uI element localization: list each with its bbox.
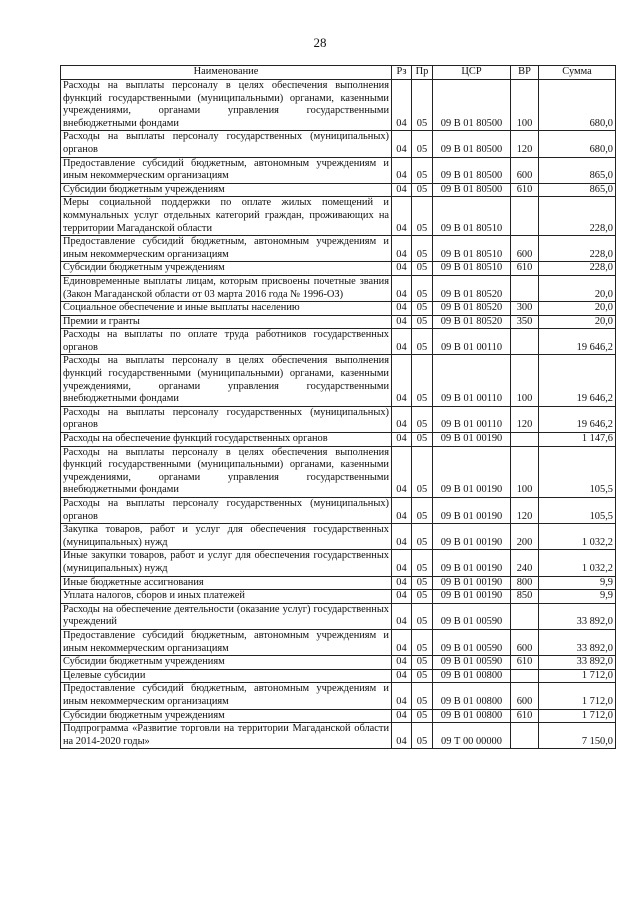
- cell-pr: 05: [412, 709, 433, 723]
- cell-rz: 04: [392, 550, 412, 576]
- header-csr: ЦСР: [433, 66, 511, 80]
- cell-name: Меры социальной поддержки по оплате жилых помещений и коммунальных услуг отдельных категорий граждан, проживающих на территории Магаданской области: [61, 197, 392, 236]
- cell-vr: [511, 329, 539, 355]
- cell-vr: 610: [511, 183, 539, 197]
- cell-sum: 105,5: [539, 498, 616, 524]
- header-vr: ВР: [511, 66, 539, 80]
- header-sum: Сумма: [539, 66, 616, 80]
- cell-name: Расходы на обеспечение деятельности (оказание услуг) государственных учреждений: [61, 603, 392, 629]
- cell-vr: 240: [511, 550, 539, 576]
- cell-vr: 600: [511, 683, 539, 709]
- cell-rz: 04: [392, 576, 412, 590]
- cell-pr: 05: [412, 669, 433, 683]
- cell-sum: 1 032,2: [539, 524, 616, 550]
- cell-sum: 33 892,0: [539, 629, 616, 655]
- cell-name: Предоставление субсидий бюджетным, автономным учреждениям и иным некоммерческим организациям: [61, 157, 392, 183]
- cell-vr: 120: [511, 131, 539, 157]
- cell-sum: 1 032,2: [539, 550, 616, 576]
- cell-rz: 04: [392, 590, 412, 604]
- cell-name: Единовременные выплаты лицам, которым присвоены почетные звания (Закон Магаданской области от 03 марта 2016 года № 1996-ОЗ): [61, 275, 392, 301]
- cell-csr: 09 В 01 80510: [433, 197, 511, 236]
- cell-pr: 05: [412, 329, 433, 355]
- cell-name: Расходы на выплаты персоналу государственных (муниципальных) органов: [61, 131, 392, 157]
- cell-vr: 200: [511, 524, 539, 550]
- cell-pr: 05: [412, 355, 433, 406]
- table-row: [61, 262, 616, 276]
- cell-csr: 09 В 01 00800: [433, 669, 511, 683]
- cell-rz: 04: [392, 275, 412, 301]
- cell-rz: 04: [392, 183, 412, 197]
- table-row: [61, 197, 616, 236]
- cell-csr: 09 В 01 80520: [433, 302, 511, 316]
- cell-name: Иные бюджетные ассигнования: [61, 576, 392, 590]
- cell-pr: 05: [412, 275, 433, 301]
- cell-pr: 05: [412, 683, 433, 709]
- cell-pr: 05: [412, 236, 433, 262]
- cell-csr: 09 В 01 00800: [433, 683, 511, 709]
- table-row: [61, 315, 616, 329]
- cell-vr: 600: [511, 236, 539, 262]
- cell-name: Субсидии бюджетным учреждениям: [61, 656, 392, 670]
- cell-pr: 05: [412, 315, 433, 329]
- table-row: [61, 329, 616, 355]
- cell-name: Целевые субсидии: [61, 669, 392, 683]
- cell-pr: 05: [412, 183, 433, 197]
- cell-vr: 120: [511, 498, 539, 524]
- cell-name: Расходы на выплаты персоналу в целях обеспечения выполнения функций государственными (муниципальными) органами, казенными учреждениями, органами управления государственными внебюджетными фондами: [61, 446, 392, 497]
- table-row: [61, 236, 616, 262]
- cell-csr: 09 В 01 80510: [433, 236, 511, 262]
- cell-vr: [511, 433, 539, 447]
- cell-pr: 05: [412, 262, 433, 276]
- cell-pr: 05: [412, 302, 433, 316]
- cell-sum: 19 646,2: [539, 329, 616, 355]
- cell-vr: 610: [511, 656, 539, 670]
- cell-sum: 20,0: [539, 315, 616, 329]
- cell-sum: 680,0: [539, 131, 616, 157]
- cell-pr: 05: [412, 629, 433, 655]
- cell-csr: 09 В 01 00110: [433, 406, 511, 432]
- cell-csr: 09 В 01 80510: [433, 262, 511, 276]
- table-row: [61, 656, 616, 670]
- cell-rz: 04: [392, 629, 412, 655]
- cell-vr: 610: [511, 262, 539, 276]
- table-row: [61, 498, 616, 524]
- cell-name: Расходы на выплаты по оплате труда работников государственных органов: [61, 329, 392, 355]
- cell-sum: 1 712,0: [539, 683, 616, 709]
- cell-name: Расходы на обеспечение функций государственных органов: [61, 433, 392, 447]
- cell-sum: 228,0: [539, 236, 616, 262]
- table-row: [61, 524, 616, 550]
- cell-name: Премии и гранты: [61, 315, 392, 329]
- cell-pr: 05: [412, 197, 433, 236]
- table-row: [61, 446, 616, 497]
- table-row: [61, 709, 616, 723]
- cell-rz: 04: [392, 656, 412, 670]
- cell-pr: 05: [412, 524, 433, 550]
- cell-sum: 1 712,0: [539, 669, 616, 683]
- table-row: [61, 723, 616, 749]
- cell-csr: 09 В 01 80500: [433, 157, 511, 183]
- cell-sum: 228,0: [539, 262, 616, 276]
- cell-pr: 05: [412, 656, 433, 670]
- cell-csr: 09 В 01 00190: [433, 524, 511, 550]
- cell-rz: 04: [392, 262, 412, 276]
- cell-rz: 04: [392, 329, 412, 355]
- cell-vr: 120: [511, 406, 539, 432]
- table-row: [61, 629, 616, 655]
- cell-csr: 09 В 01 80520: [433, 275, 511, 301]
- cell-rz: 04: [392, 80, 412, 131]
- cell-csr: 09 В 01 00190: [433, 433, 511, 447]
- cell-name: Расходы на выплаты персоналу государственных (муниципальных) органов: [61, 406, 392, 432]
- table-row: [61, 183, 616, 197]
- cell-sum: 1 712,0: [539, 709, 616, 723]
- cell-vr: [511, 603, 539, 629]
- cell-name: Субсидии бюджетным учреждениям: [61, 183, 392, 197]
- cell-name: Субсидии бюджетным учреждениям: [61, 709, 392, 723]
- cell-csr: 09 В 01 80500: [433, 80, 511, 131]
- cell-sum: 19 646,2: [539, 406, 616, 432]
- cell-name: Закупка товаров, работ и услуг для обеспечения государственных (муниципальных) нужд: [61, 524, 392, 550]
- cell-sum: 865,0: [539, 183, 616, 197]
- cell-name: Социальное обеспечение и иные выплаты населению: [61, 302, 392, 316]
- cell-name: Субсидии бюджетным учреждениям: [61, 262, 392, 276]
- cell-sum: 33 892,0: [539, 603, 616, 629]
- header-pr: Пр: [412, 66, 433, 80]
- cell-name: Предоставление субсидий бюджетным, автономным учреждениям и иным некоммерческим организациям: [61, 629, 392, 655]
- cell-csr: 09 В 01 00190: [433, 446, 511, 497]
- cell-rz: 04: [392, 406, 412, 432]
- cell-rz: 04: [392, 723, 412, 749]
- table-row: [61, 669, 616, 683]
- cell-sum: 7 150,0: [539, 723, 616, 749]
- table-row: [61, 275, 616, 301]
- cell-vr: 100: [511, 446, 539, 497]
- cell-sum: 680,0: [539, 80, 616, 131]
- cell-name: Расходы на выплаты персоналу государственных (муниципальных) органов: [61, 498, 392, 524]
- cell-rz: 04: [392, 433, 412, 447]
- cell-name: Расходы на выплаты персоналу в целях обеспечения выполнения функций государственными (муниципальными) органами, казенными учреждениями, органами управления государственными внебюджетными фондами: [61, 80, 392, 131]
- cell-vr: [511, 669, 539, 683]
- table-row: [61, 355, 616, 406]
- cell-pr: 05: [412, 603, 433, 629]
- table-row: [61, 406, 616, 432]
- cell-name: Иные закупки товаров, работ и услуг для обеспечения государственных (муниципальных) нужд: [61, 550, 392, 576]
- cell-rz: 04: [392, 157, 412, 183]
- cell-rz: 04: [392, 669, 412, 683]
- cell-vr: [511, 197, 539, 236]
- cell-name: Уплата налогов, сборов и иных платежей: [61, 590, 392, 604]
- cell-sum: 9,9: [539, 576, 616, 590]
- table-row: [61, 590, 616, 604]
- table-header-row: [61, 66, 616, 80]
- cell-pr: 05: [412, 498, 433, 524]
- cell-vr: 300: [511, 302, 539, 316]
- table-row: [61, 302, 616, 316]
- table-row: [61, 683, 616, 709]
- cell-csr: 09 В 01 00590: [433, 603, 511, 629]
- cell-rz: 04: [392, 131, 412, 157]
- cell-pr: 05: [412, 80, 433, 131]
- cell-csr: 09 В 01 00590: [433, 629, 511, 655]
- cell-csr: 09 В 01 80500: [433, 183, 511, 197]
- header-rz: Рз: [392, 66, 412, 80]
- cell-csr: 09 Т 00 00000: [433, 723, 511, 749]
- cell-rz: 04: [392, 197, 412, 236]
- cell-sum: 20,0: [539, 302, 616, 316]
- cell-pr: 05: [412, 406, 433, 432]
- cell-csr: 09 В 01 00800: [433, 709, 511, 723]
- page-number: 28: [313, 35, 327, 50]
- cell-vr: [511, 275, 539, 301]
- cell-rz: 04: [392, 524, 412, 550]
- cell-sum: 228,0: [539, 197, 616, 236]
- cell-rz: 04: [392, 709, 412, 723]
- table-row: [61, 131, 616, 157]
- cell-vr: 600: [511, 157, 539, 183]
- cell-csr: 09 В 01 80520: [433, 315, 511, 329]
- cell-csr: 09 В 01 00110: [433, 329, 511, 355]
- cell-sum: 105,5: [539, 446, 616, 497]
- cell-pr: 05: [412, 446, 433, 497]
- cell-vr: 600: [511, 629, 539, 655]
- cell-sum: 33 892,0: [539, 656, 616, 670]
- cell-pr: 05: [412, 550, 433, 576]
- cell-sum: 20,0: [539, 275, 616, 301]
- cell-pr: 05: [412, 157, 433, 183]
- cell-csr: 09 В 01 00190: [433, 590, 511, 604]
- table-row: [61, 80, 616, 131]
- cell-vr: 610: [511, 709, 539, 723]
- cell-rz: 04: [392, 603, 412, 629]
- table-row: [61, 576, 616, 590]
- cell-csr: 09 В 01 00590: [433, 656, 511, 670]
- cell-sum: 865,0: [539, 157, 616, 183]
- cell-rz: 04: [392, 446, 412, 497]
- cell-name: Подпрограмма «Развитие торговли на территории Магаданской области на 2014-2020 годы»: [61, 723, 392, 749]
- cell-vr: 850: [511, 590, 539, 604]
- cell-csr: 09 В 01 00190: [433, 498, 511, 524]
- cell-sum: 19 646,2: [539, 355, 616, 406]
- cell-pr: 05: [412, 576, 433, 590]
- table-body: [61, 80, 616, 749]
- cell-rz: 04: [392, 302, 412, 316]
- cell-vr: [511, 723, 539, 749]
- cell-pr: 05: [412, 723, 433, 749]
- cell-rz: 04: [392, 498, 412, 524]
- table-row: [61, 550, 616, 576]
- cell-rz: 04: [392, 683, 412, 709]
- cell-vr: 100: [511, 355, 539, 406]
- cell-csr: 09 В 01 00190: [433, 550, 511, 576]
- cell-rz: 04: [392, 236, 412, 262]
- cell-pr: 05: [412, 590, 433, 604]
- cell-pr: 05: [412, 131, 433, 157]
- cell-vr: 800: [511, 576, 539, 590]
- cell-name: Предоставление субсидий бюджетным, автономным учреждениям и иным некоммерческим организациям: [61, 236, 392, 262]
- cell-csr: 09 В 01 80500: [433, 131, 511, 157]
- table-row: [61, 603, 616, 629]
- cell-csr: 09 В 01 00110: [433, 355, 511, 406]
- cell-sum: 9,9: [539, 590, 616, 604]
- cell-name: Расходы на выплаты персоналу в целях обеспечения выполнения функций государственными (муниципальными) органами, казенными учреждениями, органами управления государственными внебюджетными фондами: [61, 355, 392, 406]
- cell-pr: 05: [412, 433, 433, 447]
- table-row: [61, 433, 616, 447]
- cell-sum: 1 147,6: [539, 433, 616, 447]
- cell-rz: 04: [392, 355, 412, 406]
- budget-table: [60, 65, 616, 749]
- cell-vr: 100: [511, 80, 539, 131]
- cell-vr: 350: [511, 315, 539, 329]
- cell-rz: 04: [392, 315, 412, 329]
- table-row: [61, 157, 616, 183]
- cell-csr: 09 В 01 00190: [433, 576, 511, 590]
- cell-name: Предоставление субсидий бюджетным, автономным учреждениям и иным некоммерческим организациям: [61, 683, 392, 709]
- header-name: Наименование: [61, 66, 392, 80]
